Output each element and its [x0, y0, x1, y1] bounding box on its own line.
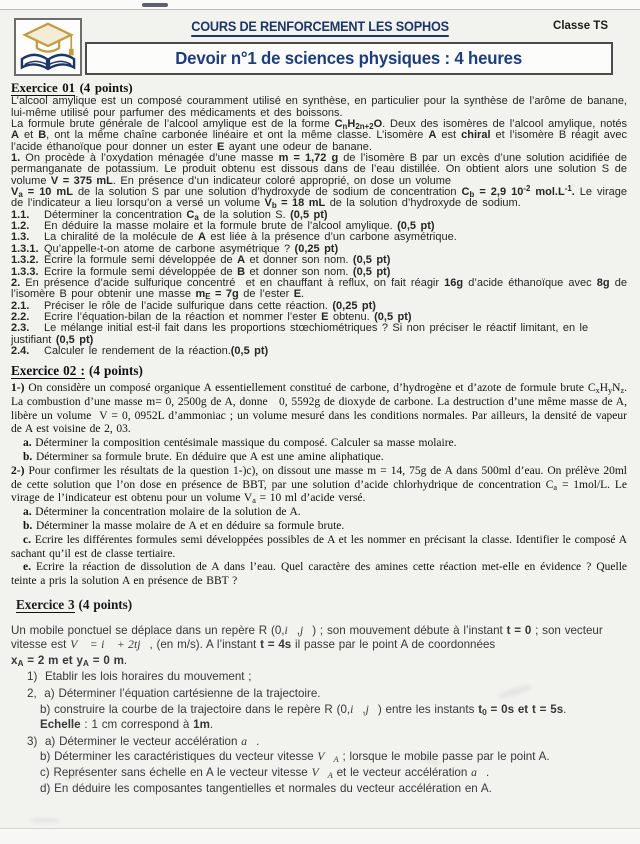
question-number: 1.3.	[11, 231, 30, 244]
question-number: 2.2.	[11, 310, 30, 323]
document-body	[11, 81, 627, 796]
paragraph: 2. En présence d’acide sulfurique concentré et en chauffant à reflux, on fait réagir 16g d’acide éthanoïque avec 8g de l’isomère B pour obtenir une masse $m_E = 7g$ de l’ester E.	[11, 276, 627, 302]
paragraph: La formule brute générale de l’alcool amylique est de la forme $C_nH_{2n+2}O$. Deux des isomères de l’alcool amylique, notés A et B, ont la même chaîne carbonée linéaire et ont la même classe. L’isomère A est chiral et l’isomère B réagit avec l’acide éthanoïque pour donner un ester E ayant une odeur de banane.	[11, 118, 628, 153]
scan-bottom-edge	[0, 828, 640, 844]
question-number: 1.3.3.	[11, 265, 39, 278]
question-item: 2.3. Le mélange initial est-il fait dans les proportions stœchiométriques ? Si non préciser le réactif limitant, en le justifiant (0,5 pt)	[11, 322, 589, 346]
paragraph: c. Ecrire les différentes formules semi développées possibles de A et les nommer en précisant la classe. Identifier le composé A sachant qu’il est de classe tertiaire.	[11, 533, 627, 560]
paragraph: $V_a = 10$ mL de la solution S par une solution d’hydroxyde de sodium de concentration $C_b = 2,9$ $10^{-2}$ $mol.L^{-1}$. Le virage de l’indicateur a lieu lorsqu’on a versé un volume $V_b = 18$ mL de la solution d’hydroxyde de sodium.	[11, 184, 628, 211]
question-item: 1.3. La chiralité de la molécule de A est liée à la présence d’un carbone asymétrique.	[11, 231, 457, 244]
question-item: 2.4. Calculer le rendement de la réaction.(0,5 pt)	[11, 344, 269, 357]
paragraph: 1-) On considère un composé organique A essentiellement constitué de carbone, d’hydrogène et d’azote de formule brute $C_xH_yN_z$. La combustion d’une masse m= 0, 2500g de A, donne 0, 5592g de dioxyde de carbone. La destruction d’une même masse de A, libère un volume V = 0, 0952L d’ammoniac ; un volume mesuré dans les conditions normales. Par ailleurs, la densité de vapeur de A est voisine de 2, 03.	[11, 382, 627, 436]
paragraph: b) Déterminer les caractéristiques du vecteur vitesse $V⃗_A$ ; lorsque le mobile passe par le point A.	[40, 750, 550, 765]
question-item: 1.3.3. Ecrire la formule semi développée de B et donner son nom. (0,5 pt)	[11, 265, 391, 278]
paragraph: a. Déterminer la concentration molaire de la solution de A.	[23, 506, 301, 519]
paragraph: b. Déterminer la masse molaire de A et en déduire sa formule brute.	[23, 520, 345, 533]
question-item: 1.2. En déduire la masse molaire et la formule brute de l’alcool amylique. (0,5 pt)	[11, 220, 435, 233]
exam-title-box	[85, 42, 613, 75]
scan-artifact	[142, 3, 168, 7]
scan-top-edge	[0, 0, 640, 10]
question-item: 2.1. Préciser le rôle de l’acide sulfurique dans cette réaction. (0,25 pt)	[11, 299, 376, 312]
paragraph: b. Déterminer sa formule brute. En déduire que A est une amine aliphatique.	[23, 451, 384, 464]
paragraph: Echelle : 1 cm correspond à 1m.	[40, 718, 214, 732]
paragraph: 2-) Pour confirmer les résultats de la question 1-)c), on dissout une masse m = 14, 75g de A dans 500ml d’eau. On prélève 20ml de cette solution que l’on dose en présence de BBT, par une solution d’acide chlorhydrique de concentration $C_a = 1mol/L$. Le virage de l’indicateur est obtenu pour un volume $V_a = 10$ ml d’acide versé.	[11, 464, 627, 506]
paragraph: b) construire la courbe de la trajectoire dans le repère R (0,i⃗,j⃗) entre les instants $t_0 = 0s$ et t = 5s.	[40, 702, 567, 717]
school-name	[0, 18, 640, 37]
exercice-3-heading: Exercice 3 (4 points)	[16, 597, 133, 612]
section-exercice-02	[11, 364, 627, 589]
question-item: 1.1. Déterminer la concentration $C_a$ de la solution S. (0,5 pt)	[11, 208, 328, 222]
class-label: Classe TS	[553, 20, 608, 32]
scan-artifact	[30, 818, 60, 823]
section-exercice-3	[11, 598, 627, 796]
paragraph: 3) a) Déterminer le vecteur accélération a⃗.	[27, 734, 260, 748]
question-item: 1.3.2. Ecrire la formule semi développée de A et donner son nom. (0,5 pt)	[11, 254, 391, 267]
question-number: 1.1.	[11, 208, 30, 221]
question-number: 2.1.	[11, 299, 30, 312]
section-exercice-01	[11, 83, 627, 357]
school-name-text: COURS DE RENFORCEMENT LES SOPHOS	[191, 19, 449, 37]
question-number: 2.3.	[11, 322, 30, 335]
paragraph: L’alcool amylique est un composé couramment utilisé en synthèse, en particulier pour la synthèse de l’arôme de banane, lui-même utilisé pour parfumer des médicaments et des boissons.	[11, 95, 627, 119]
exercice-02-heading: Exercice 02 : (4 points)	[11, 363, 143, 379]
paragraph: 1) Etablir les lois horaires du mouvement ;	[27, 670, 252, 684]
question-number: 1.2.	[11, 220, 30, 233]
question-item: 1.3.1. Qu’appelle-t-on atome de carbone asymétrique ? (0,25 pt)	[11, 242, 339, 255]
paragraph: Un mobile ponctuel se déplace dans un repère R (0,i⃗,j⃗) ; son mouvement débute à l’instant t = 0 ; son vecteur vitesse est V⃗ = i⃗ + 2tj⃗, (en m/s). A l’instant t = 4s il passe par le point A de coordonnées	[11, 623, 603, 652]
exam-title: Devoir n°1 de sciences physiques : 4 heures	[175, 48, 523, 68]
question-number: 1.3.1.	[11, 242, 39, 255]
question-item: 2.2. Ecrire l’équation-bilan de la réaction et nommer l’ester E obtenu. (0,5 pt)	[11, 310, 412, 323]
question-number: 1.3.2.	[11, 254, 39, 267]
paragraph: d) En déduire les composantes tangentielles et normales du vecteur accélération en A.	[40, 781, 492, 795]
paragraph: e. Ecrire la réaction de dissolution de A dans l’eau. Quel caractère des amines cette réaction met-elle en évidence ? Quelle teinte a pris la solution A en présence de BBT ?	[11, 561, 627, 588]
paragraph: c) Représenter sans échelle en A le vecteur vitesse $V⃗_A$ et le vecteur accélération a⃗.	[40, 765, 490, 781]
paragraph: $x_A = 2$ m et $y_A = 0$ m.	[11, 653, 128, 668]
exercice-01-heading: Exercice 01 (4 points)	[11, 81, 133, 95]
paragraph: 2, a) Déterminer l’équation cartésienne de la trajectoire.	[27, 686, 321, 700]
question-number: 2.4.	[11, 344, 30, 357]
paragraph: 1. On procède à l’oxydation ménagée d’une masse m = 1,72 g de l’isomère B par un excès d’une solution acidifiée de permanganate de potassium. Le produit obtenu est dissous dans de l’eau distillée. On obtient alors une solution S de volume V = 375 mL. En présence d’un indicateur coloré approprié, on dose un volume	[11, 152, 627, 187]
paragraph: a. Déterminer la composition centésimale massique du composé. Calculer sa masse molaire.	[23, 437, 457, 450]
